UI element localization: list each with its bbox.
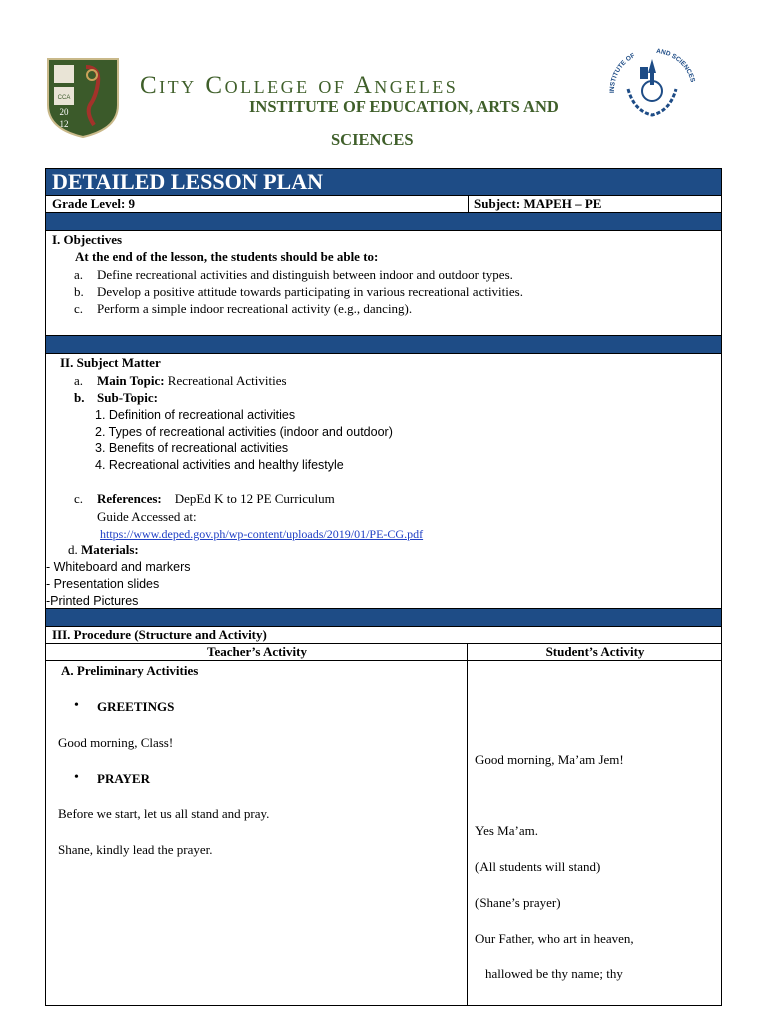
section-band-2 xyxy=(46,336,721,353)
svg-text:INSTITUTE OF xyxy=(609,52,636,93)
section-band-3 xyxy=(46,609,721,626)
objectives-intro: At the end of the lesson, the students should be able to: xyxy=(75,249,379,264)
grade-level: Grade Level: 9 xyxy=(52,196,136,211)
prayer-label: PRAYER xyxy=(97,771,150,786)
sub-topic-label: Sub-Topic: xyxy=(97,390,158,405)
student-line-1: Good morning, Ma’am Jem! xyxy=(475,752,624,767)
lesson-plan-title: DETAILED LESSON PLAN xyxy=(52,169,323,194)
material-2: - Presentation slides xyxy=(46,577,160,591)
references: References: DepEd K to 12 PE Curriculum xyxy=(97,491,335,506)
svg-text:CCA: CCA xyxy=(57,95,71,101)
material-1: - Whiteboard and markers xyxy=(46,560,191,574)
objective-b: Develop a positive attitude towards participating in various recreational activities. xyxy=(97,284,523,299)
institute-seal-logo xyxy=(604,45,700,125)
institute-name-line2: SCIENCES xyxy=(331,130,414,149)
greetings-bullet: • xyxy=(74,698,79,713)
material-3: -Printed Pictures xyxy=(46,594,139,608)
materials: d. Materials: xyxy=(68,542,139,557)
subject-matter-heading: II. Subject Matter xyxy=(60,355,161,370)
section-band-1 xyxy=(46,213,721,230)
greetings-label: GREETINGS xyxy=(97,699,175,714)
teacher-greeting: Good morning, Class! xyxy=(58,735,174,750)
references-line2: Guide Accessed at: xyxy=(97,509,197,524)
teacher-activity-header: Teacher’s Activity xyxy=(206,644,307,659)
procedure-heading: III. Procedure (Structure and Activity) xyxy=(52,627,267,642)
student-line-6: hallowed be thy name; thy xyxy=(485,966,623,981)
student-line-4: (Shane’s prayer) xyxy=(475,895,561,910)
main-topic-marker: a. xyxy=(74,373,84,388)
objective-b-marker: b. xyxy=(74,284,84,299)
shield-year-bottom: 12 xyxy=(59,119,69,129)
teacher-prayer-2: Shane, kindly lead the prayer. xyxy=(58,842,213,857)
references-link[interactable]: https://www.deped.gov.ph/wp-content/uploads/2019/01/PE-CG.pdf xyxy=(100,527,424,541)
sub-topic-4: 4. Recreational activities and healthy lifestyle xyxy=(95,458,344,472)
college-name: City College of Angeles xyxy=(140,72,459,99)
objectives-heading: I. Objectives xyxy=(52,232,123,247)
objective-c: Perform a simple indoor recreational activity (e.g., dancing). xyxy=(97,301,413,316)
subject: Subject: MAPEH – PE xyxy=(474,196,602,211)
svg-text:AND SCIENCES xyxy=(656,48,696,84)
student-activity-header: Student’s Activity xyxy=(545,644,645,659)
sub-topic-1: 1. Definition of recreational activities xyxy=(95,408,296,422)
college-shield-logo xyxy=(46,53,120,139)
preliminary-activities: A. Preliminary Activities xyxy=(61,663,199,678)
seal-text-right: AND SCIENCES xyxy=(655,47,696,84)
sub-topic-3: 3. Benefits of recreational activities xyxy=(95,441,289,455)
student-line-3: (All students will stand) xyxy=(475,859,601,874)
main-topic: Main Topic: Recreational Activities xyxy=(97,373,287,388)
teacher-prayer-1: Before we start, let us all stand and pray. xyxy=(58,806,270,821)
references-marker: c. xyxy=(74,491,84,506)
seal-text-left: INSTITUTE OF xyxy=(608,52,637,94)
prayer-bullet: • xyxy=(74,770,79,785)
institute-name-line1: INSTITUTE OF EDUCATION, ARTS AND xyxy=(249,97,559,116)
shield-year-top: 20 xyxy=(59,107,69,117)
objective-c-marker: c. xyxy=(74,301,84,316)
sub-topic-marker: b. xyxy=(74,390,85,405)
student-line-2: Yes Ma’am. xyxy=(475,823,538,838)
objective-a: Define recreational activities and distinguish between indoor and outdoor types. xyxy=(97,267,513,282)
objective-a-marker: a. xyxy=(74,267,84,282)
student-line-5: Our Father, who art in heaven, xyxy=(475,931,634,946)
sub-topic-2: 2. Types of recreational activities (indoor and outdoor) xyxy=(95,425,393,439)
